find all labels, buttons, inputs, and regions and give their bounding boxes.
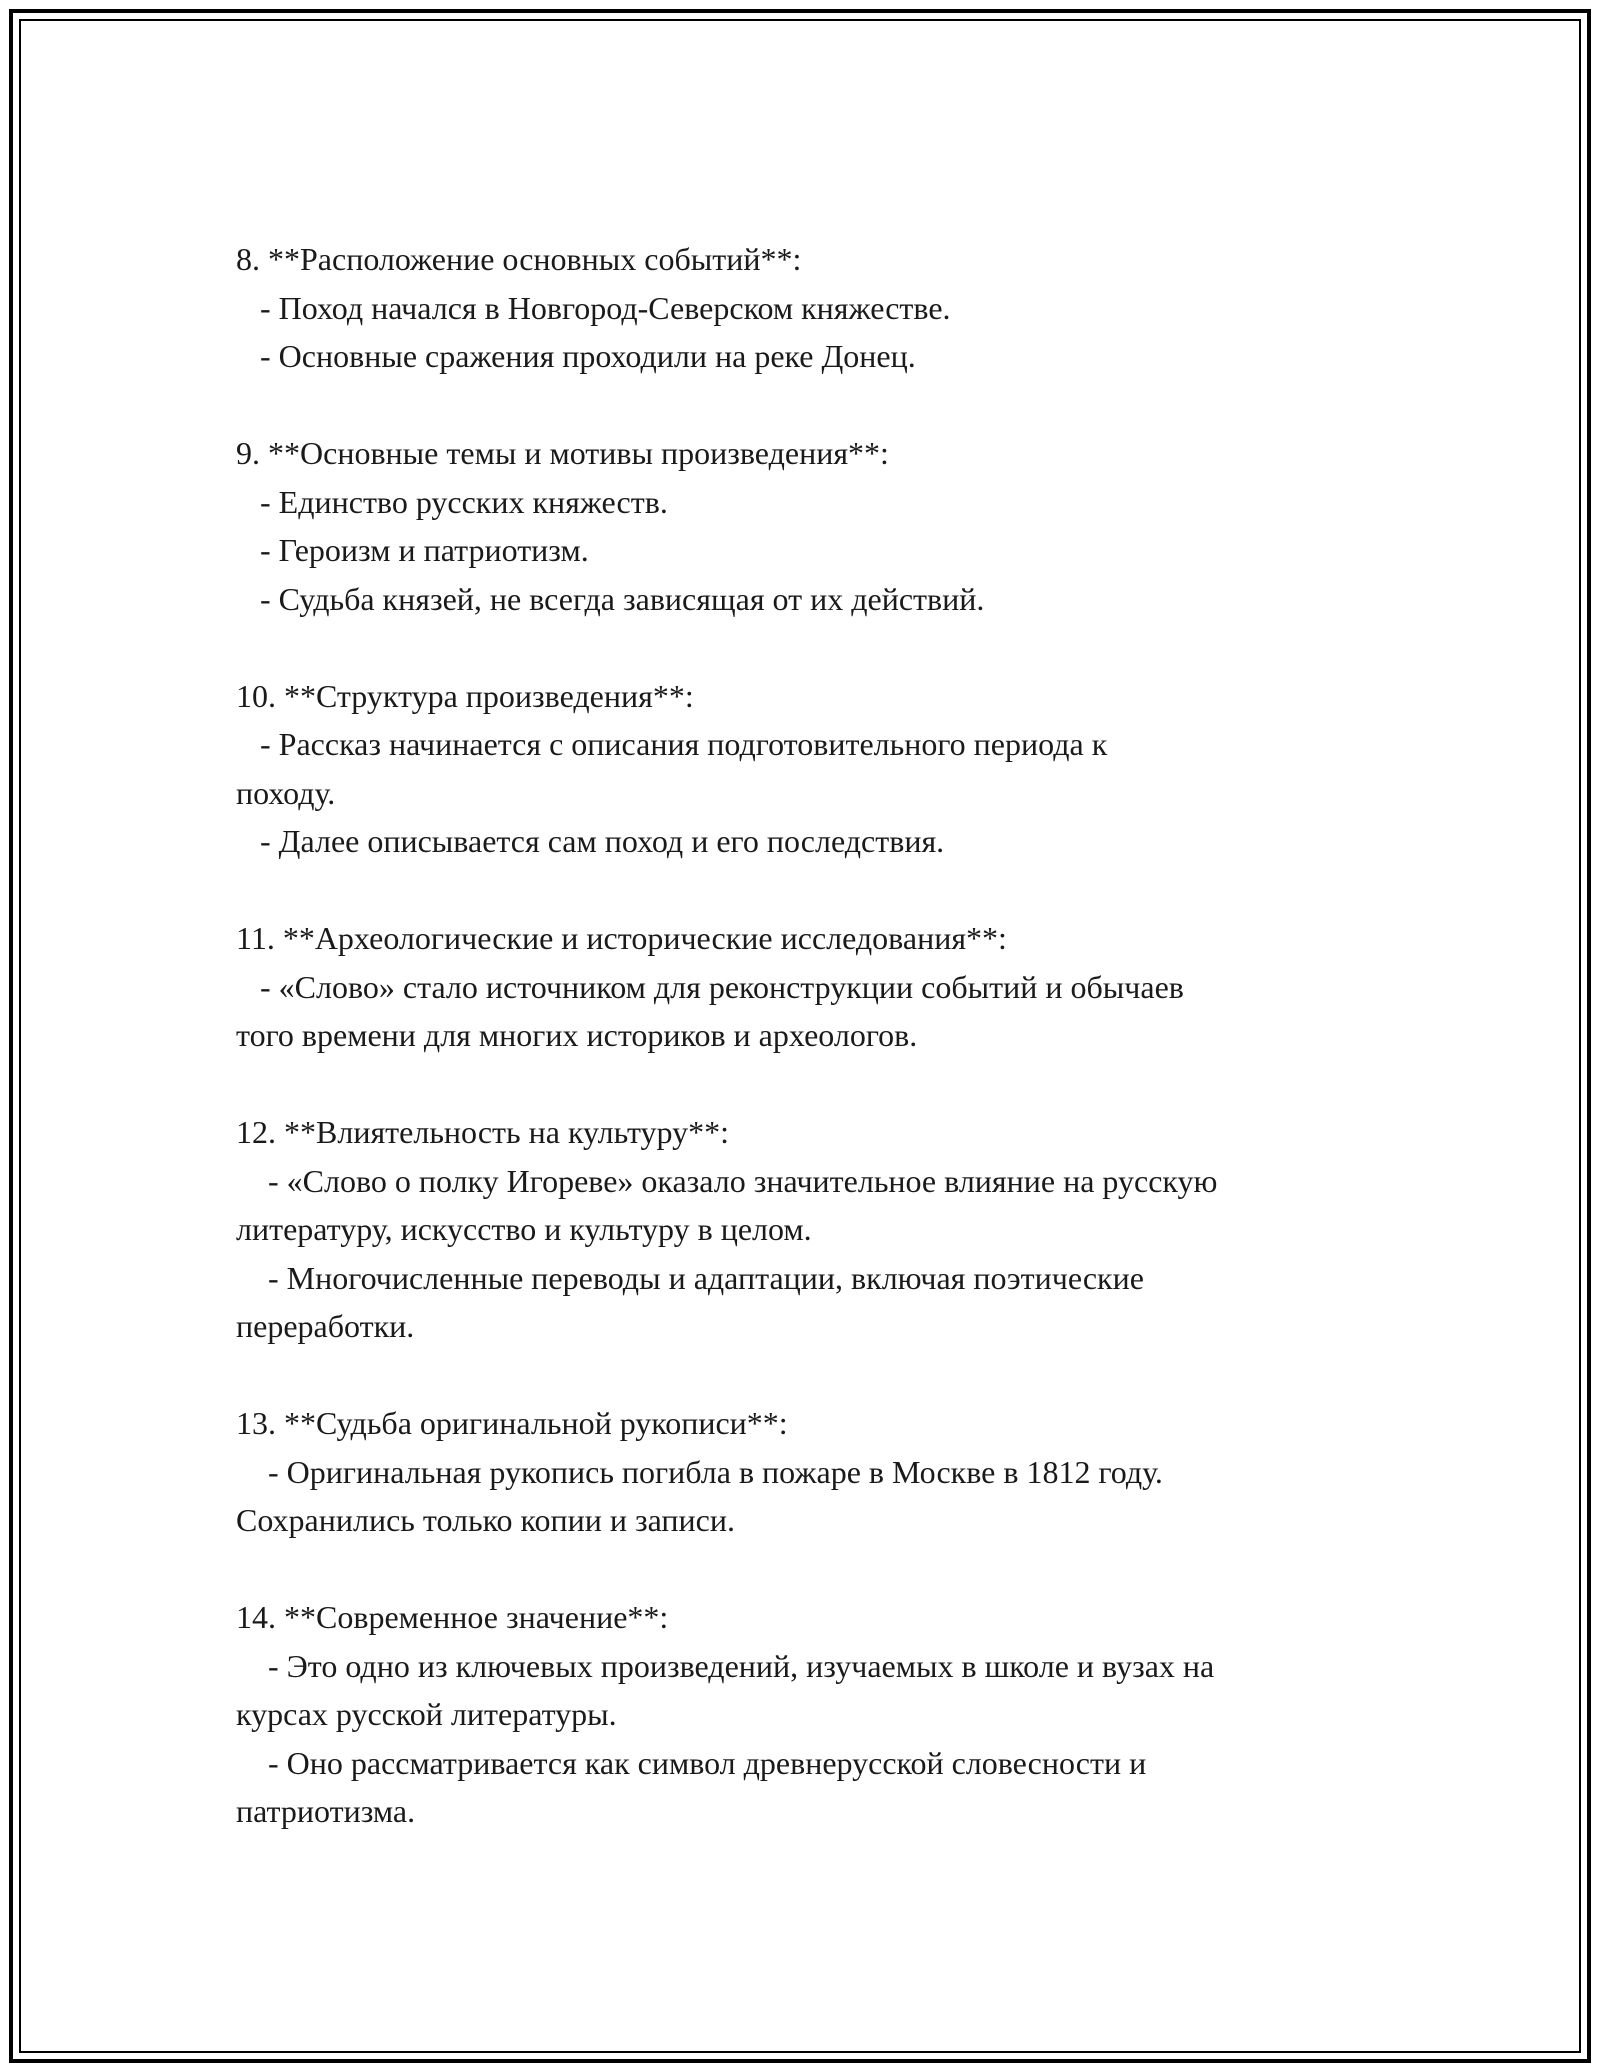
text-line: - Героизм и патриотизм. — [236, 532, 589, 568]
text-line: - «Слово» стало источником для реконструкции событий и обычаев — [236, 968, 1184, 1005]
text-line: - Оригинальная рукопись погибла в пожаре в Москве в 1812 году. — [236, 1453, 1163, 1490]
text-line: Сохранились только копии и записи. — [236, 1502, 735, 1538]
section-heading: 13. **Судьба оригинальной рукописи**: — [236, 1405, 788, 1441]
text-line: - Оно рассматривается как символ древнерусской словесности и — [236, 1744, 1147, 1781]
text-line: литературу, искусство и культуру в целом. — [236, 1211, 812, 1247]
list-section — [236, 1399, 1396, 1545]
text-line: - Единство русских княжеств. — [236, 483, 668, 520]
section-heading: 8. **Расположение основных событий**: — [236, 241, 802, 277]
text-line: - Поход начался в Новгород-Северском княжестве. — [236, 289, 951, 326]
list-section — [236, 1593, 1396, 1836]
text-line: переработки. — [236, 1308, 415, 1344]
text-line: - Далее описывается сам поход и его последствия. — [236, 823, 945, 859]
text-line: - Судьба князей, не всегда зависящая от их действий. — [236, 580, 985, 617]
text-line: курсах русской литературы. — [236, 1696, 617, 1732]
text-line: - Многочисленные переводы и адаптации, включая поэтические — [236, 1259, 1144, 1296]
section-heading: 10. **Структура произведения**: — [236, 677, 694, 714]
list-section — [236, 429, 1396, 623]
list-section — [236, 672, 1396, 866]
section-heading: 9. **Основные темы и мотивы произведения**: — [236, 435, 889, 471]
text-line: того времени для многих историков и археологов. — [236, 1017, 918, 1053]
text-line: - Основные сражения проходили на реке Донец. — [236, 338, 916, 374]
section-heading: 11. **Археологические и исторические исследования**: — [236, 920, 1007, 956]
section-heading: 12. **Влиятельность на культуру**: — [236, 1114, 729, 1150]
list-section — [236, 914, 1396, 1060]
text-line: патриотизма. — [236, 1793, 416, 1829]
text-line: - Это одно из ключевых произведений, изучаемых в школе и вузах на — [236, 1647, 1215, 1684]
document-body — [236, 235, 1396, 1836]
list-section — [236, 1108, 1396, 1351]
list-section — [236, 235, 1396, 381]
section-heading: 14. **Современное значение**: — [236, 1599, 669, 1635]
text-line: - «Слово о полку Игореве» оказало значительное влияние на русскую — [236, 1162, 1218, 1199]
text-line: походу. — [236, 774, 336, 811]
text-line: - Рассказ начинается с описания подготовительного периода к — [236, 726, 1108, 762]
